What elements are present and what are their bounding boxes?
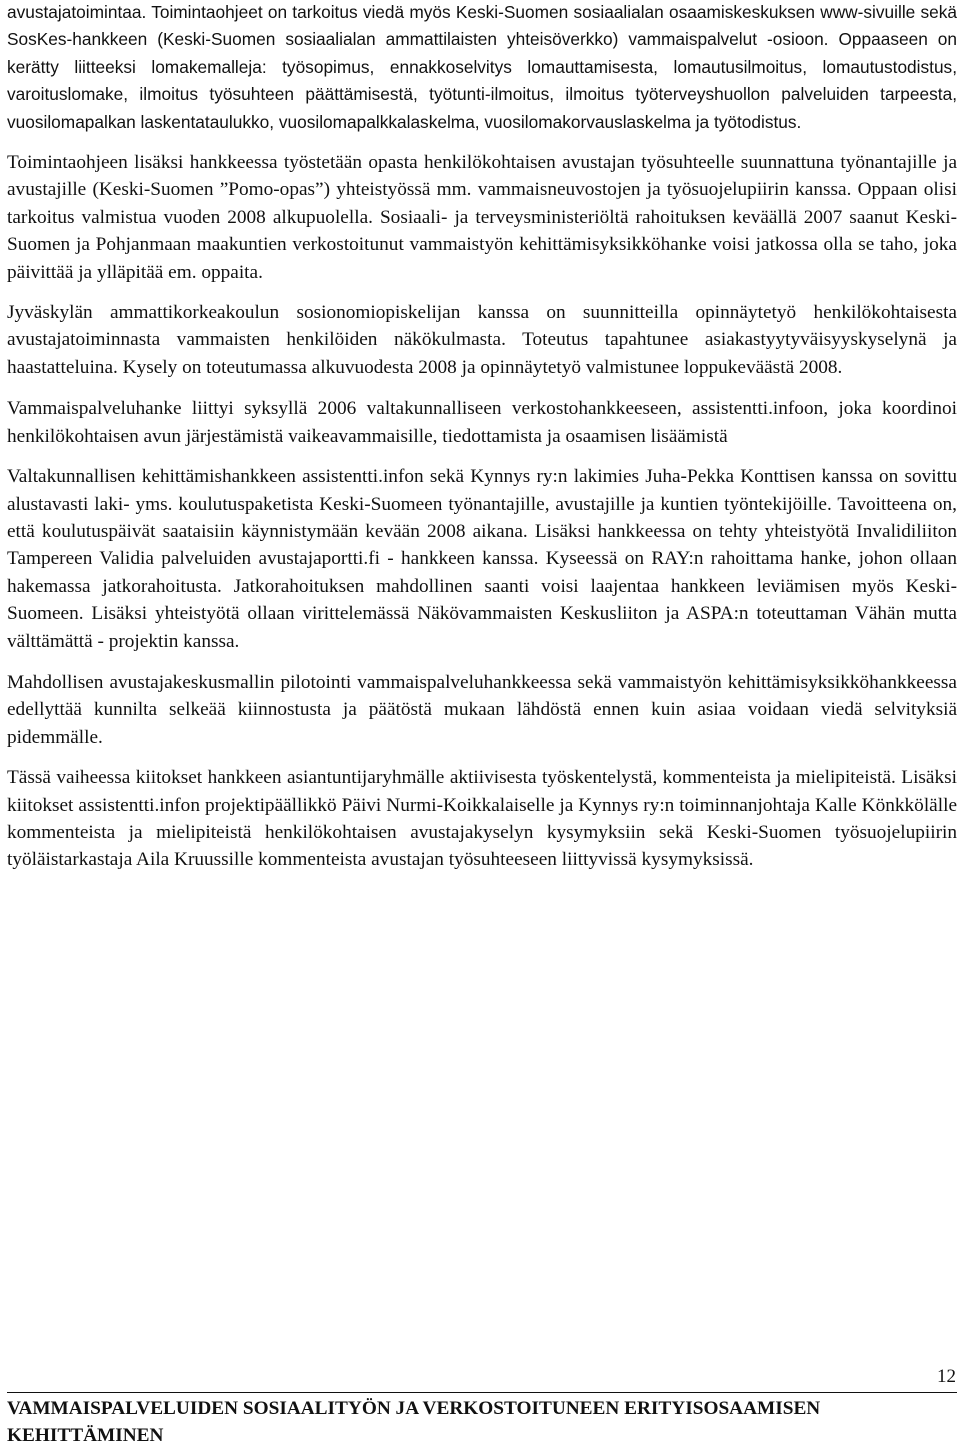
paragraph-pomo-opas: Toimintaohjeen lisäksi hankkeessa työstetään opasta henkilökohtaisen avustajan työsuhteelle suunnattuna työnantajille ja avustajille (Keski-Suomen ”Pomo-opas”) yhteistyössä mm. vammaisneuvostojen ja työsuojelupiirin kanssa. Oppaan olisi tarkoitus valmistua vuoden 2008 alkupuolella. Sosiaali- ja terveysministeriöltä rahoituksen keväällä 2007 saanut Keski-Suomen ja Pohjanmaan maakuntien verkostoitunut vammaistyön kehittämisyksikköhanke voisi jatkossa olla se taho, joka päivittää ja ylläpitää em. oppaita. [7, 152, 957, 283]
paragraph-forms [7, 0, 957, 136]
page-number: 12 [937, 1366, 956, 1387]
paragraph-pilot: Mahdollisen avustajakeskusmallin pilotointi vammaispalveluhankkeessa sekä vammaistyön kehittämisyksikköhankkeessa edellyttää kunnilta selkeää kiinnostusta ja päätöstä mukaan lähdöstä ennen kuin asiaa voidaan viedä selvityksiä pidemmälle. [7, 671, 957, 748]
footer-divider [7, 1392, 957, 1393]
paragraph-thesis: Jyväskylän ammattikorkeakoulun sosionomiopiskelijan kanssa on suunnitteilla opinnäytetyö henkilökohtaisesta avustajatoiminnasta vammaisten henkilöiden näkökulmasta. Toteutus tapahtunee asiakastyytyväisyyskyselynä ja haastatteluina. Kysely on toteutumassa alkuvuodesta 2008 ja opinnäytetyö valmistunee loppukeväästä 2008. [7, 302, 957, 378]
paragraph-training: Valtakunnallisen kehittämishankkeen assistentti.infon sekä Kynnys ry:n lakimies Juha-Pekka Konttisen kanssa on sovittu alustavasti laki- yms. koulutuspaketista Keski-Suomeen työnantajille, avustajille ja kuntien työntekijöille. Tavoitteena on, että koulutuspäivät saataisiin käynnistymään kevään 2008 aikana. Lisäksi hankkeessa on tehty yhteistyötä Invalidiliiton Tampereen Validia palveluiden avustajaportti.fi - hankkeen kanssa. Kyseessä on RAY:n rahoittama hanke, johon ollaan hakemassa jatkorahoitusta. Jatkorahoituksen mahdollinen saanti voisi laajentaa hankkeen leviämisen myös Keski-Suomeen. Lisäksi yhteistyötä ollaan virittelemässä Näkövammaisten Keskusliiton ja ASPA:n toteuttaman Vähän mutta välttämättä - projektin kanssa. [7, 466, 957, 652]
paragraph-forms-part-a: avustajatoimintaa. Toimintaohjeet on tarkoitus viedä myös Keski-Suomen sosiaalialan osaamiskeskuksen www-sivuille sekä SosKes-hankkeen (Keski-Suomen sosiaalialan ammattilaisten yhteisöverkko) vammaispalvelut -osioon. [7, 2, 957, 50]
paragraph-forms-part-b: Oppaaseen on kerätty liitteeksi lomakemalleja: työsopimus, ennakkoselvitys lomauttamisesta, lomautusilmoitus, lomautustodistus, varoituslomake, ilmoitus työsuhteen päättämisestä, työtunti-ilmoitus, ilmoitus työterveyshuollon palveluiden tarpeesta, vuosilomapalkan laskentataulukko, vuosilomapalkkalaskelma, vuosilomakorvauslaskelma ja työtodistus. [7, 29, 957, 132]
footer-title: VAMMAISPALVELUIDEN SOSIAALITYÖN JA VERKOSTOITUNEEN ERITYISOSAAMISEN KEHITTÄMINEN [7, 1398, 821, 1446]
body-text [7, 0, 957, 887]
paragraph-thanks: Tässä vaiheessa kiitokset hankkeen asiantuntijaryhmälle aktiivisesta työskentelystä, kommenteista ja mielipiteistä. Lisäksi kiitokset assistentti.infon projektipäällikkö Päivi Nurmi-Koikkalaiselle ja Kynnys ry:n toiminnanjohtaja Kalle Könkkölälle kommenteista ja mielipiteistä henkilökohtaisen avustajakyselyn kysymyksiin sekä Keski-Suomen työsuojelupiirin työläistarkastaja Aila Kruussille kommenteista avustajan työsuhteeseen liittyvissä kysymyksissä. [7, 767, 957, 871]
paragraph-network: Vammaispalveluhanke liittyi syksyllä 2006 valtakunnalliseen verkostohankkeeseen, assistentti.infoon, joka koordinoi henkilökohtaisen avun järjestämistä vaikeavammaisille, tiedottamista ja osaamisen lisäämistä [7, 398, 957, 447]
